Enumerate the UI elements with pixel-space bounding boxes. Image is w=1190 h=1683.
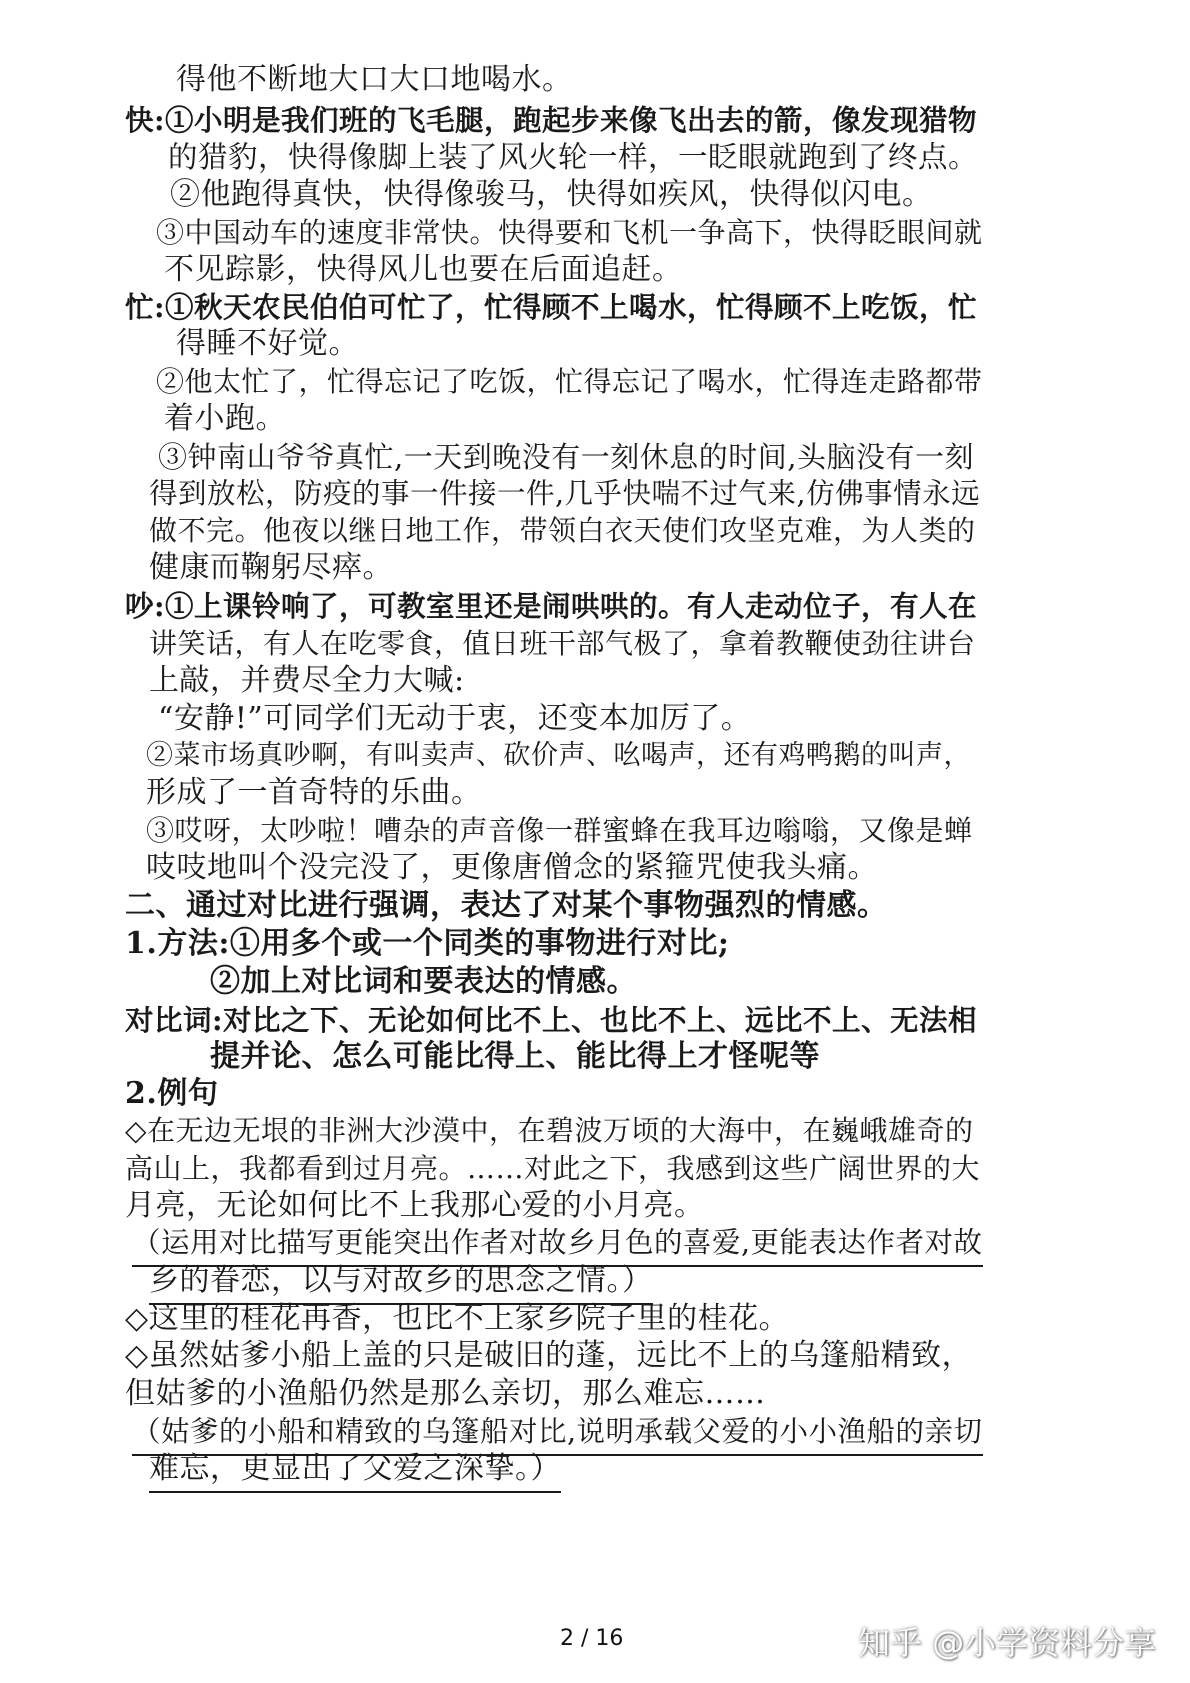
text-line: ②他太忙了，忙得忘记了吃饭，忙得忘记了喝水，忙得连走路都带 (156, 365, 983, 398)
text-line: 快:①小明是我们班的飞毛腿，跑起步来像飞出去的箭，像发现猎物 (125, 103, 978, 137)
watermark: 知乎 @小学资料分享 (858, 1624, 1157, 1662)
annotation-line: （运用对比描写更能突出作者对故乡月色的喜爱,更能表达作者对故 (132, 1223, 983, 1267)
text-line: 上敲，并费尽全力大喊: (149, 663, 465, 698)
example-line: ◇这里的桂花再香，也比不上家乡院子里的桂花。 (125, 1301, 790, 1336)
text-line: 吱吱地叫个没完没了，更像唐僧念的紧箍咒使我头痛。 (146, 850, 878, 885)
annotation-line: （姑爹的小船和精致的乌篷船对比,说明承载父爱的小小渔船的亲切 (132, 1412, 983, 1456)
section-heading: 二、通过对比进行强调，表达了对某个事物强烈的情感。 (125, 888, 888, 923)
text-line: ③哎呀，太吵啦！嘈杂的声音像一群蜜蜂在我耳边嗡嗡，又像是蝉 (146, 814, 973, 847)
text-line: 形成了一首奇特的乐曲。 (146, 775, 482, 810)
example-line: 但姑爹的小渔船仍然是那么亲切，那么难忘…… (125, 1376, 766, 1411)
text-line: 对比词:对比之下、无论如何比不上、也比不上、远比不上、无法相 (125, 1003, 978, 1037)
text-line: 的猎豹，快得像脚上装了风火轮一样，一眨眼就跑到了终点。 (168, 140, 979, 174)
example-line: ◇虽然姑爹小船上盖的只是破旧的蓬，远比不上的乌篷船精致， (125, 1338, 973, 1373)
text-line: 健康而鞠躬尽瘁。 (149, 550, 393, 585)
annotation-line: 难忘，更显出了父爱之深挚。） (149, 1449, 561, 1493)
text-line: 着小跑。 (164, 401, 286, 436)
example-line: 高山上，我都看到过月亮。……对此之下，我感到这些广阔世界的大 (125, 1152, 981, 1185)
method-line: ②加上对比词和要表达的情感。 (210, 964, 637, 999)
text-line: ②他跑得真快，快得像骏马，快得如疾风，快得似闪电。 (170, 177, 933, 212)
text-line: 忙:①秋天农民伯伯可忙了，忙得顾不上喝水，忙得顾不上吃饭，忙 (125, 290, 978, 324)
text-line: 吵:①上课铃响了，可教室里还是闹哄哄的。有人走动位子，有人在 (125, 589, 978, 623)
text-line: 不见踪影，快得风儿也要在后面追赶。 (164, 252, 683, 287)
example-line: 月亮，无论如何比不上我那心爱的小月亮。 (125, 1188, 705, 1223)
text-line: 得睡不好觉。 (176, 326, 359, 361)
text-line: ③钟南山爷爷真忙,一天到晚没有一刻休息的时间,头脑没有一刻 (158, 440, 974, 474)
page-number: 2 / 16 (560, 1626, 624, 1651)
text-line: ②菜市场真吵啊，有叫卖声、砍价声、吆喝声，还有鸡鸭鹅的叫声， (146, 740, 971, 771)
text-line: ③中国动车的速度非常快。快得要和飞机一争高下，快得眨眼间就 (156, 216, 983, 249)
subheading: 2.例句 (125, 1076, 219, 1111)
text-line: 得他不断地大口大口地喝水。 (176, 62, 573, 97)
annotation-line: 乡的眷恋，以与对故乡的思念之情。） (149, 1261, 653, 1305)
method-line: 1.方法:①用多个或一个同类的事物进行对比; (125, 926, 730, 961)
text-line: “安静!”可同学们无动于衷，还变本加厉了。 (158, 701, 752, 736)
example-line: ◇在无边无垠的非洲大沙漠中，在碧波万顷的大海中，在巍峨雄奇的 (125, 1114, 974, 1147)
text-line: 得到放松，防疫的事一件接一件,几乎快喘不过气来,仿佛事情永远 (149, 477, 981, 510)
text-line: 提并论、怎么可能比得上、能比得上才怪呢等 (210, 1039, 820, 1074)
text-line: 讲笑话，有人在吃零食，值日班干部气极了，拿着教鞭使劲往讲台 (149, 627, 976, 660)
text-line: 做不完。他夜以继日地工作，带领白衣天使们攻坚克难，为人类的 (149, 514, 976, 547)
